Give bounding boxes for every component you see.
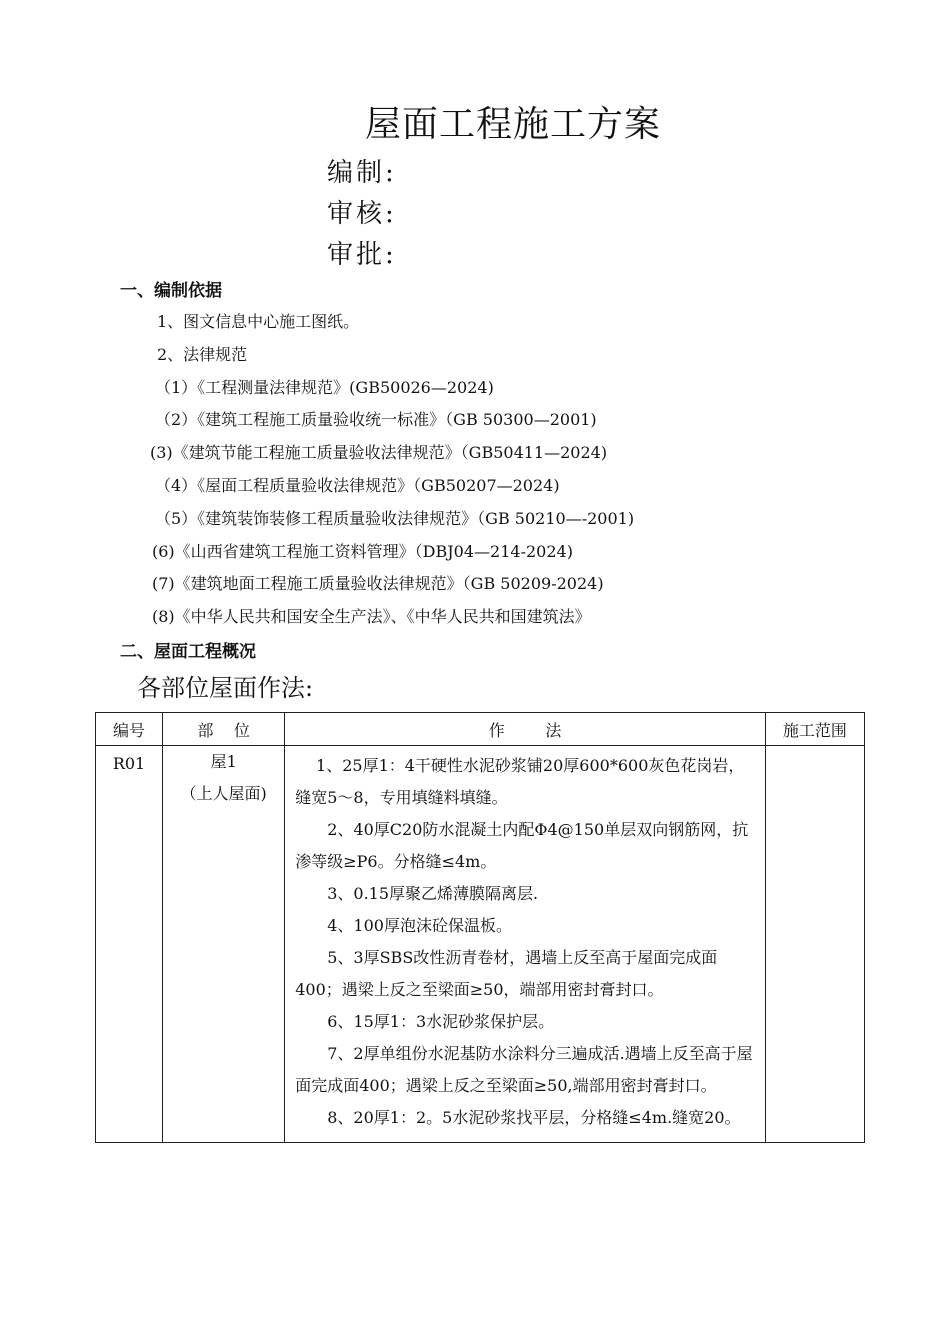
section2-intro: 各部位屋面作法: xyxy=(137,674,314,702)
document-title: 屋面工程施工方案 xyxy=(365,104,662,145)
table-row xyxy=(96,746,865,1143)
header-scope: 施工范围 xyxy=(765,713,864,746)
basis-item: （5）《建筑装饰装修工程质量验收法律规范》（GB 50210—-2001) xyxy=(155,509,635,528)
basis-item: （1）《工程测量法律规范》(GB50026—2024) xyxy=(155,378,494,397)
table-header-row xyxy=(96,713,865,746)
basis-item: （4）《屋面工程质量验收法律规范》（GB50207—2024) xyxy=(155,476,560,495)
basis-item: (8)《中华人民共和国安全生产法》、《中华人民共和国建筑法》 xyxy=(152,607,591,626)
basis-item: 2、法律规范 xyxy=(157,345,248,364)
method-step: 5、3厚SBS改性沥青卷材，遇墙上反至高于屋面完成面400；遇梁上反之至梁面≥50，端部用密封膏封口。 xyxy=(295,948,718,999)
section2-heading: 二、屋面工程概况 xyxy=(120,642,256,662)
method-step: 2、40厚C20防水混凝土内配Φ4@150单层双向钢筋网，抗渗等级≥P6。分格缝≤4m。 xyxy=(295,820,749,871)
method-step: 3、0.15厚聚乙烯薄膜隔离层. xyxy=(327,884,539,903)
row-part-type: （上人屋面) xyxy=(180,784,267,803)
basis-item: （2）《建筑工程施工质量验收统一标准》（GB 50300—2001) xyxy=(155,410,597,429)
method-step: 6、15厚1：3水泥砂浆保护层。 xyxy=(327,1012,555,1031)
method-step: 8、20厚1：2。5水泥砂浆找平层，分格缝≤4m.缝宽20。 xyxy=(327,1108,741,1127)
section1-heading: 一、编制依据 xyxy=(120,281,222,301)
row-scope xyxy=(765,746,864,1143)
method-step: 4、100厚泡沫砼保温板。 xyxy=(327,916,512,935)
header-id: 编号 xyxy=(96,713,163,746)
row-part xyxy=(163,746,285,1143)
method-step: 1、25厚1：4干硬性水泥砂浆铺20厚600*600灰色花岗岩，缝宽5～8，专用填缝料填缝。 xyxy=(295,756,745,807)
signature-approved: 审批: xyxy=(327,240,397,270)
signature-compiled: 编制: xyxy=(327,158,397,188)
row-id: R01 xyxy=(96,746,163,1143)
basis-item: (7)《建筑地面工程施工质量验收法律规范》（GB 50209-2024) xyxy=(152,574,604,593)
row-part-name: 屋1 xyxy=(210,752,237,771)
roof-method-table xyxy=(95,712,865,1143)
method-step: 7、2厚单组份水泥基防水涂料分三遍成活.遇墙上反至高于屋面完成面400；遇梁上反之至梁面≥50,端部用密封膏封口。 xyxy=(295,1044,753,1095)
basis-item: 1、图文信息中心施工图纸。 xyxy=(157,312,360,331)
header-method: 作 法 xyxy=(285,713,766,746)
signature-reviewed: 审核: xyxy=(327,199,397,229)
row-method xyxy=(285,746,766,1143)
header-part: 部 位 xyxy=(163,713,285,746)
basis-item: (6)《山西省建筑工程施工资料管理》（DBJ04—214-2024) xyxy=(152,542,573,561)
basis-item: (3)《建筑节能工程施工质量验收法律规范》（GB50411—2024) xyxy=(150,443,608,462)
